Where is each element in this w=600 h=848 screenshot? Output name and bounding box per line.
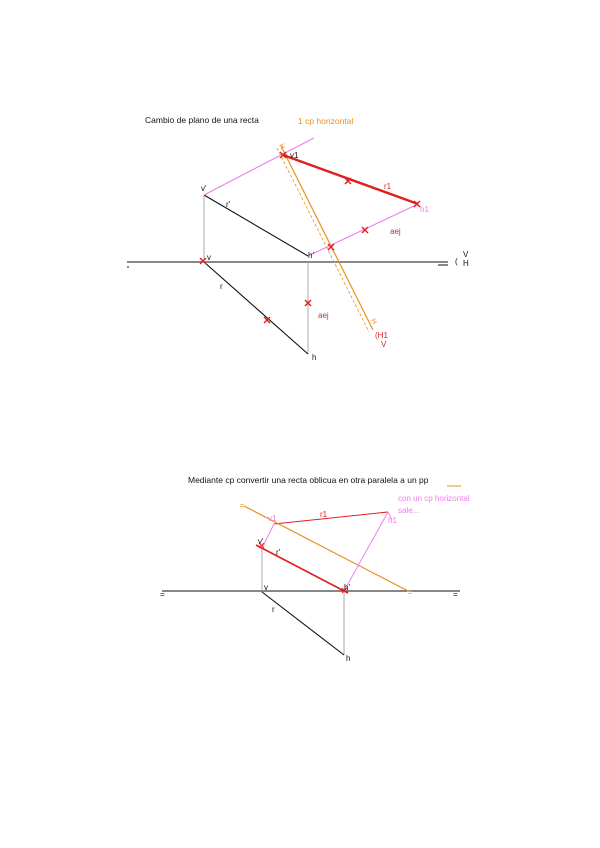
new-axis-right-mark: = (408, 590, 413, 597)
ground-paren: ( (455, 257, 458, 266)
line-r-prime (204, 195, 308, 256)
projector-v-2 (262, 524, 274, 548)
label-h-prime-2: h' (344, 583, 350, 592)
diagram-2 (160, 475, 470, 663)
ground-label-v: V (463, 250, 469, 259)
diagram-1 (127, 115, 469, 362)
line-r-2 (262, 592, 344, 655)
label-v-prime-2: v' (258, 537, 264, 546)
label-r1-2: r1 (320, 510, 328, 519)
new-axis-line (281, 146, 373, 330)
ground-line-2-right-mark: = (453, 590, 458, 599)
label-v-2: v (264, 583, 268, 592)
label-new-axis-end-v: V (381, 340, 387, 349)
marker-v (200, 258, 206, 264)
label-v1-2: v1 (268, 514, 277, 523)
projector-v (204, 155, 281, 195)
label-aej-lower: aej (318, 311, 329, 320)
label-v-prime: v' (201, 184, 207, 193)
label-aej: aej (390, 227, 401, 236)
label-r-prime-2: r' (276, 548, 281, 557)
label-r-2: r (272, 605, 275, 614)
label-r-prime: r' (226, 200, 231, 209)
ground-label-h: H (463, 259, 469, 268)
label-new-axis-end: (H1 (375, 331, 388, 340)
markers-diagram-1 (200, 152, 420, 323)
ground-line-2-left-mark: = (160, 590, 165, 599)
diagram-1-note: 1 cp horizontal (298, 116, 354, 126)
projector-h-2 (344, 512, 388, 591)
label-new-axis-mark: H (369, 317, 378, 326)
label-h-2: h (346, 654, 351, 663)
label-h: h (312, 353, 317, 362)
diagram-1-title: Cambio de plano de una recta (145, 115, 259, 125)
diagram-2-note-line2: sale... (398, 506, 420, 515)
line-r1 (283, 155, 418, 204)
label-h1-2: h1 (388, 516, 397, 525)
diagram-2-note-line1: con un cp horizontal (398, 494, 470, 503)
line-r (204, 262, 308, 354)
diagram-2-title: Mediante cp convertir una recta oblicua en otra paralela a un pp (188, 475, 429, 485)
label-v: v (207, 253, 211, 262)
label-h1: h1 (420, 205, 429, 214)
new-axis-line-shadow (277, 148, 369, 332)
label-r1: r1 (384, 182, 392, 191)
new-axis-left-mark: = (240, 503, 245, 510)
label-new-axis-top: H (277, 142, 286, 151)
line-r1-2 (274, 512, 388, 524)
projector-h (308, 204, 418, 256)
label-r: r (220, 282, 223, 291)
label-h-prime: h' (308, 251, 314, 260)
label-v1: v1 (290, 151, 299, 160)
